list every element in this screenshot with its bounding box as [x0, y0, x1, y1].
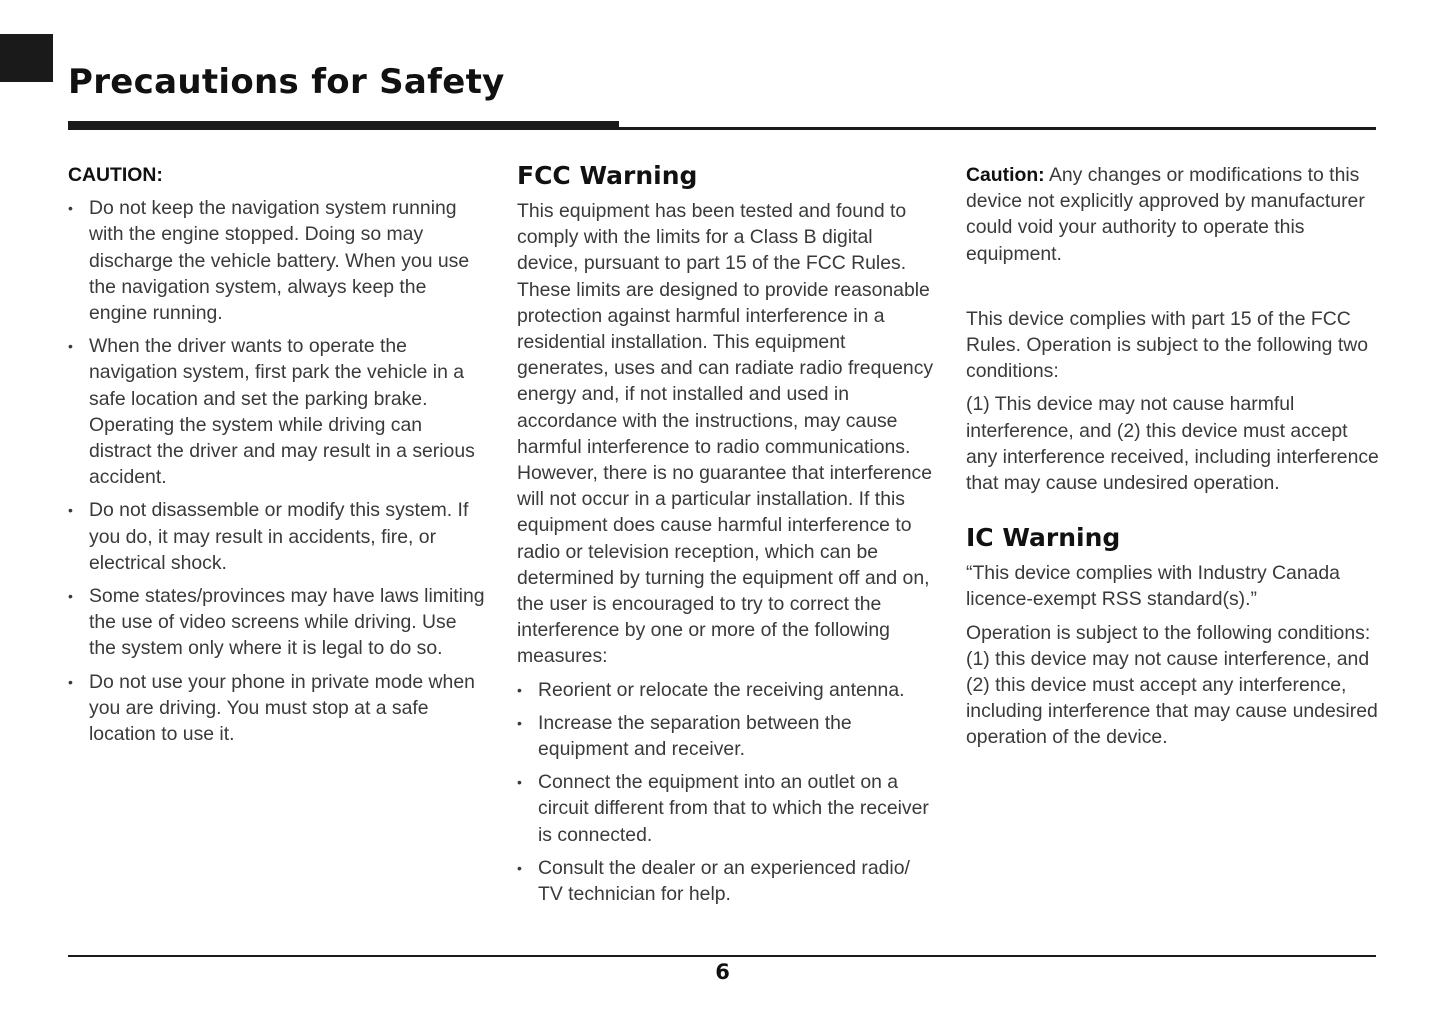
ic-heading: IC Warning	[966, 523, 1121, 553]
caution-heading: CAUTION:	[68, 164, 163, 186]
ic-statement-text: “This device complies with Industry Canada licence-exempt RSS standard(s).”	[966, 562, 1340, 611]
caution-item	[68, 333, 486, 490]
bullet-icon: •	[517, 774, 522, 791]
corner-tab-marker	[0, 34, 53, 82]
bullet-icon: •	[517, 714, 522, 731]
caution-text: Any changes or modifications to this device not explicitly approved by manufacturer could void your authority to operate this equipment.	[966, 164, 1365, 265]
footer-rule	[68, 955, 1376, 957]
fcc-conditions-text: (1) This device may not cause harmful interference, and (2) this device must accept any interference received, including interference that may cause undesired operation.	[966, 393, 1379, 495]
bullet-icon: •	[68, 338, 73, 355]
caution-item-text: When the driver wants to operate the navigation system, first park the vehicle in a safe location and set the parking brake. Operating the system while driving can distract the driver and may result in a serious accident.	[89, 335, 475, 489]
fcc-measure-item	[517, 855, 935, 907]
caution-item-text: Do not disassemble or modify this system. If you do, it may result in accidents, fire, or electrical shock.	[89, 499, 469, 574]
caution-list	[68, 195, 486, 747]
bullet-icon: •	[517, 681, 522, 698]
compliance-column	[966, 160, 1384, 751]
caution-item	[68, 583, 486, 662]
modification-caution	[966, 162, 1384, 267]
title-rule-thick	[68, 121, 619, 130]
bullet-icon: •	[68, 200, 73, 217]
fcc-measure-item	[517, 710, 935, 762]
bullet-icon: •	[68, 588, 73, 605]
caution-item-text: Some states/provinces may have laws limiting the use of video screens while driving. Use the system only where it is legal to do so.	[89, 585, 485, 660]
ic-operation-text: Operation is subject to the following conditions: (1) this device may not cause interference, and (2) this device must accept any interference, including interference that may cause undesired operation of the device.	[966, 621, 1378, 749]
caution-item-text: Do not keep the navigation system running with the engine stopped. Doing so may discharge the vehicle battery. When you use the navigation system, always keep the engine running.	[89, 197, 470, 325]
fcc-measure-text: Reorient or relocate the receiving antenna.	[538, 678, 905, 701]
caution-label: Caution:	[966, 164, 1045, 186]
fcc-column	[517, 160, 935, 914]
title-rule-thin	[619, 127, 1376, 130]
page-title: Precautions for Safety	[68, 62, 505, 102]
caution-column	[68, 160, 486, 754]
fcc-measure-text: Increase the separation between the equipment and receiver.	[538, 711, 852, 761]
caution-item	[68, 497, 486, 576]
caution-item	[68, 195, 486, 326]
part15-compliance-text: This device complies with part 15 of the FCC Rules. Operation is subject to the following two conditions:	[966, 307, 1369, 383]
fcc-measures-list	[517, 677, 935, 908]
fcc-measure-item	[517, 677, 935, 703]
fcc-heading: FCC Warning	[517, 161, 698, 190]
fcc-measure-item	[517, 769, 935, 848]
fcc-intro-text: This equipment has been tested and found to comply with the limits for a Class B digital device, pursuant to part 15 of the FCC Rules. These limits are designed to provide reasonable protection against harmful interference in a residential installation. This equipment generates, uses and can radiate radio frequency energy and, if not installed and used in accordance with the instructions, may cause harmful interference to radio communications. However, there is no guarantee that interference will not occur in a particular installation. If this equipment does cause harmful interference to radio or television reception, which can be determined by turning the equipment off and on, the user is encouraged to try to correct the interference by one or more of the following measures:	[517, 200, 934, 668]
fcc-measure-text: Connect the equipment into an outlet on a circuit different from that to which the receiver is connected.	[538, 771, 929, 846]
bullet-icon: •	[68, 502, 73, 519]
caution-item	[68, 669, 486, 748]
fcc-measure-text: Consult the dealer or an experienced radio/ TV technician for help.	[538, 856, 910, 906]
bullet-icon: •	[517, 859, 522, 876]
caution-item-text: Do not use your phone in private mode when you are driving. You must stop at a safe location to use it.	[89, 670, 475, 746]
bullet-icon: •	[68, 673, 73, 690]
page-number: 6	[715, 960, 730, 984]
